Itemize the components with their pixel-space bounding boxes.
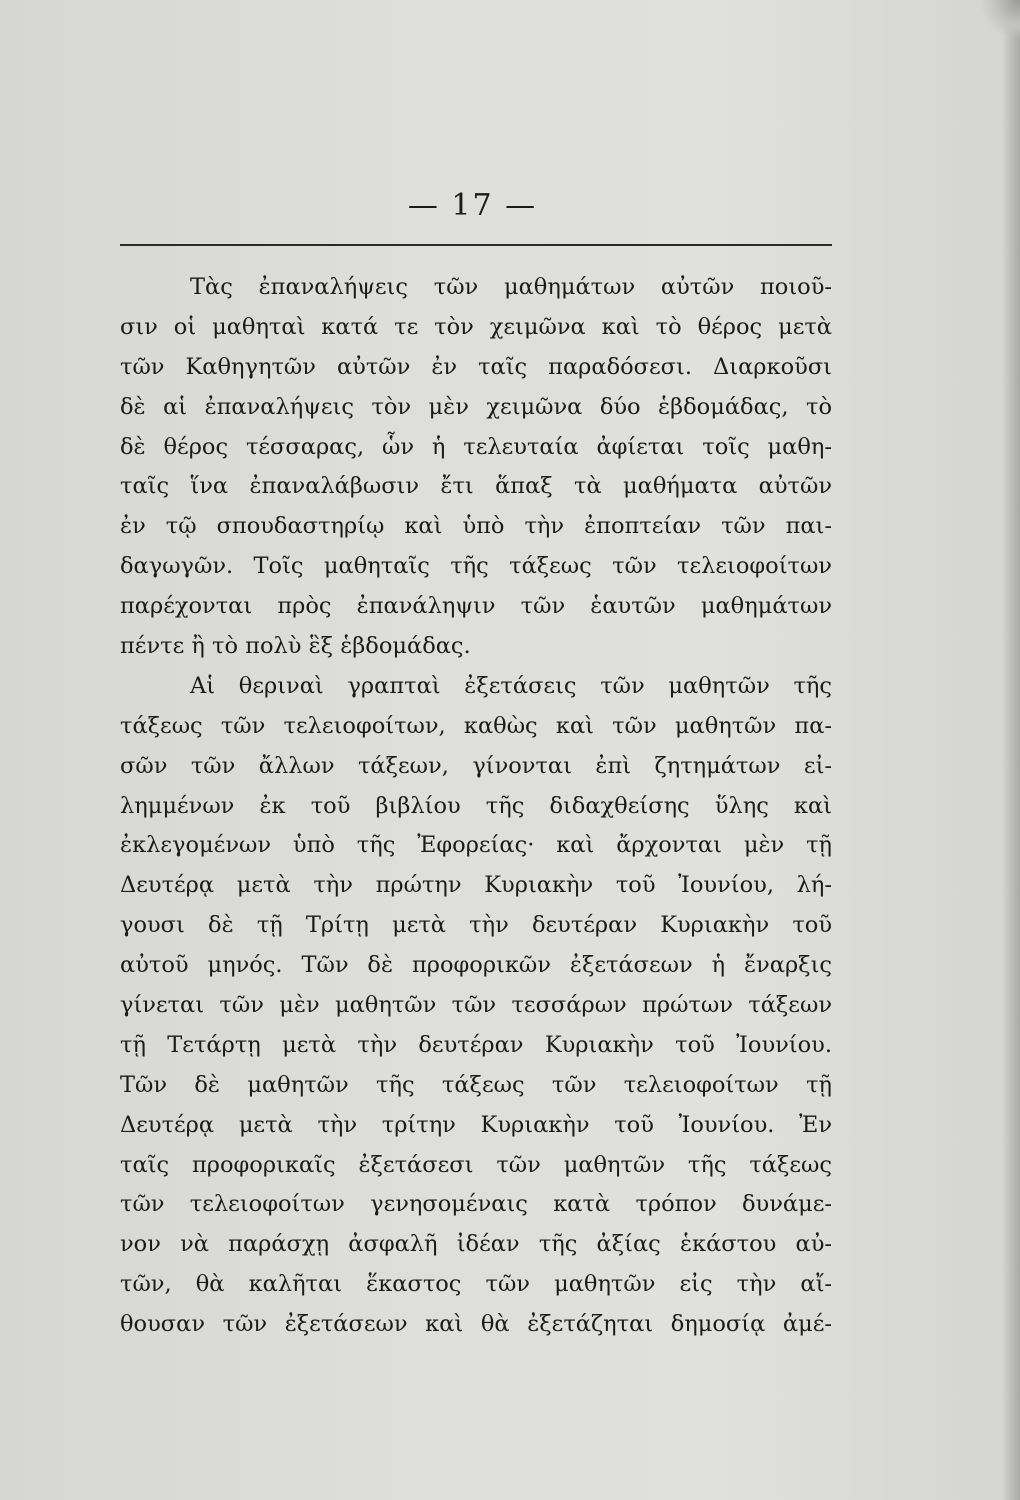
text-line: αὐτοῦ μηνός. Τῶν δὲ προφορικῶν ἐξετάσεων ἡ ἔναρξις (120, 952, 832, 979)
header-rule (120, 244, 832, 246)
text-line: τῶν Καθηγητῶν αὐτῶν ἐν ταῖς παραδόσεσι. Διαρκοῦσι (120, 353, 832, 380)
text-line: λημμένων ἐκ τοῦ βιβλίου τῆς διδαχθείσης ὕλης καὶ (120, 792, 832, 819)
page-edge-shadow (1002, 0, 1020, 1500)
text-line: τάξεως τῶν τελειοφοίτων, καθὼς καὶ τῶν μαθητῶν πα- (120, 712, 832, 739)
text-line: πέντε ἢ τὸ πολὺ ἓξ ἑβδομάδας. (120, 633, 471, 660)
text-line: ἐν τῷ σπουδαστηρίῳ καὶ ὑπὸ τὴν ἐποπτείαν τῶν παι- (120, 513, 832, 540)
text-line: γίνεται τῶν μὲν μαθητῶν τῶν τεσσάρων πρώτων τάξεων (120, 992, 832, 1019)
text-line: Τὰς ἐπαναλήψεις τῶν μαθημάτων αὐτῶν ποιοῦ- (190, 274, 832, 300)
text-line: Τῶν δὲ μαθητῶν τῆς τάξεως τῶν τελειοφοίτων τῇ (120, 1071, 832, 1098)
text-line: ἐκλεγομένων ὑπὸ τῆς Ἐφορείας· καὶ ἄρχονται μὲν τῇ (120, 832, 832, 859)
text-line: τῇ Τετάρτῃ μετὰ τὴν δευτέραν Κυριακὴν τοῦ Ἰουνίου. (120, 1031, 832, 1058)
text-line: Δευτέρᾳ μετὰ τὴν τρίτην Κυριακὴν τοῦ Ἰουνίου. Ἐν (120, 1111, 832, 1138)
text-line: παρέχονται πρὸς ἐπανάληψιν τῶν ἑαυτῶν μαθημάτων (120, 593, 832, 620)
text-line: ταῖς ἵνα ἐπαναλάβωσιν ἔτι ἅπαξ τὰ μαθήματα αὐτῶν (120, 473, 832, 500)
text-line: νον νὰ παράσχῃ ἀσφαλῆ ἰδέαν τῆς ἀξίας ἑκάστου αὐ- (120, 1231, 832, 1258)
text-line: δαγωγῶν. Τοῖς μαθηταῖς τῆς τάξεως τῶν τελειοφοίτων (120, 553, 832, 580)
page-corner-wear (980, 0, 1020, 40)
text-line: θουσαν τῶν ἐξετάσεων καὶ θὰ ἐξετάζηται δημοσίᾳ ἀμέ- (120, 1311, 832, 1338)
text-line: δὲ αἱ ἐπαναλήψεις τὸν μὲν χειμῶνα δύο ἑβδομάδας, τὸ (120, 393, 832, 420)
text-line: τῶν τελειοφοίτων γενησομέναις κατὰ τρόπον δυνάμε- (120, 1191, 832, 1218)
page-number-header: — 17 — (407, 188, 538, 223)
text-line: σῶν τῶν ἄλλων τάξεων, γίνονται ἐπὶ ζητημάτων εἰ- (120, 752, 832, 779)
body-text (120, 268, 832, 1345)
text-line: Αἱ θεριναὶ γραπταὶ ἐξετάσεις τῶν μαθητῶν τῆς (190, 672, 832, 699)
text-line: τῶν, θὰ καλῆται ἕκαστος τῶν μαθητῶν εἰς τὴν αἴ- (120, 1271, 832, 1298)
text-line: σιν οἱ μαθηταὶ κατά τε τὸν χειμῶνα καὶ τὸ θέρος μετὰ (120, 313, 832, 340)
text-line: Δευτέρᾳ μετὰ τὴν πρώτην Κυριακὴν τοῦ Ἰουνίου, λή- (120, 872, 832, 899)
text-line: ταῖς προφορικαῖς ἐξετάσεσι τῶν μαθητῶν τῆς τάξεως (120, 1151, 832, 1178)
text-line: γουσι δὲ τῇ Τρίτῃ μετὰ τὴν δευτέραν Κυριακὴν τοῦ (120, 912, 832, 939)
text-line: δὲ θέρος τέσσαρας, ὧν ἡ τελευταία ἀφίεται τοῖς μαθη- (120, 433, 832, 460)
